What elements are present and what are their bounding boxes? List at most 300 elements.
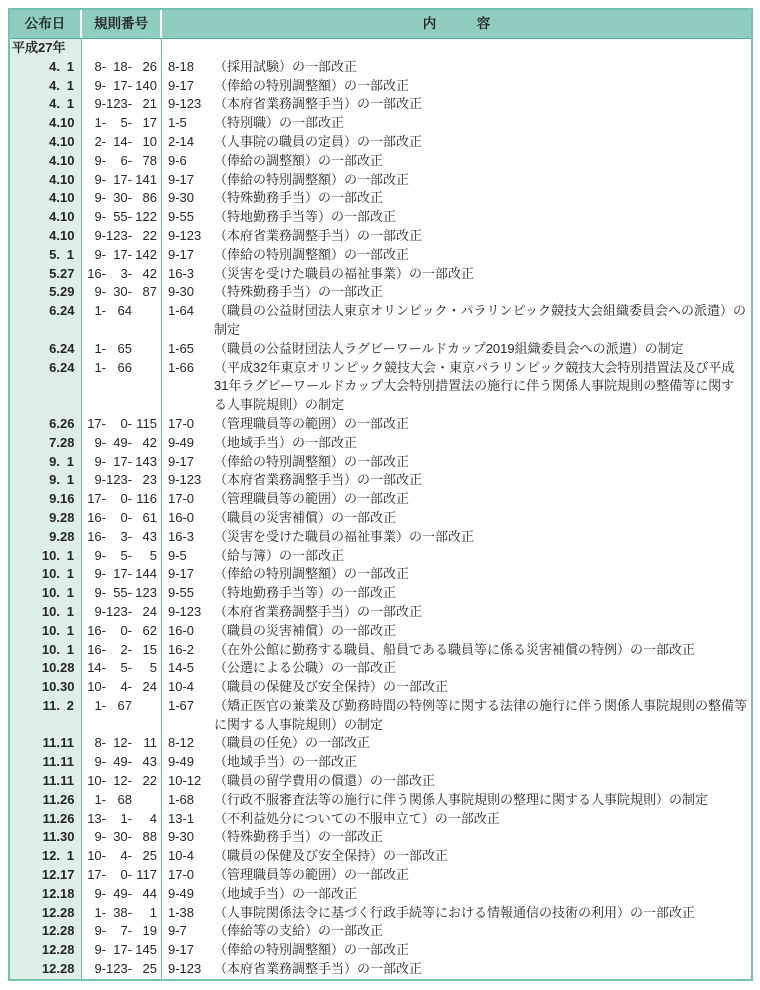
date-day: 30 [60,829,75,845]
table-row [10,133,751,152]
rule-number-segment: 38- [113,904,132,920]
content-cell [162,95,751,114]
table-row [10,565,751,584]
table-row [10,772,751,791]
rule-number-cell [82,697,162,735]
date-month: 4. [49,227,60,243]
rule-number-segment: 4- [120,848,132,864]
date-month: 11. [42,829,60,845]
table-row [10,828,751,847]
rule-number-cell [82,847,162,866]
rule-number-segment: 10 [142,133,157,149]
date-month: 11. [42,735,60,751]
date-day: 1 [66,848,74,864]
rule-number-cell [82,453,162,472]
table-row [10,246,751,265]
date-month: 11. [42,697,60,713]
rule-id: 9-123 [168,472,202,488]
content-cell [162,189,751,208]
rule-description: （職員の災害補償）の一部改正 [214,509,397,525]
rule-number-cell [82,471,162,490]
rule-id: 8-18 [168,58,195,74]
date-day: 1 [66,566,74,582]
date-cell [10,265,82,284]
rule-id: 9-5 [168,547,187,563]
rule-description: （人事院関係法令に基づく行政手続等における情報通信の技術の利用）の一部改正 [214,904,696,920]
rule-number-segment: 141 [135,171,157,187]
table-row [10,678,751,697]
rule-number-cell [82,885,162,904]
date-month: 4. [49,133,60,149]
content-cell [162,490,751,509]
content-cell [162,904,751,923]
rule-number-cell [82,77,162,96]
rule-description: （職員の災害補償）の一部改正 [214,622,397,638]
rule-id: 2-14 [168,133,195,149]
date-cell [10,434,82,453]
rule-id: 10-4 [168,679,195,695]
rule-number-segment: 9- [94,923,106,939]
date-month: 10. [41,603,60,619]
rule-description: （管理職員等の範囲）の一部改正 [214,867,410,883]
rule-id: 9-17 [168,453,195,469]
table-row [10,810,751,829]
rule-number-cell [82,866,162,885]
rule-number-cell [82,171,162,190]
rule-number-segment: 43 [142,528,157,544]
content-cell [162,283,751,302]
date-day: 1 [66,547,74,563]
date-month: 12. [41,885,60,901]
rule-id: 1-66 [168,359,195,375]
rule-number-segment: 17- [113,942,132,958]
rule-number-segment: 16- [87,528,106,544]
rule-number-segment: 0- [120,867,132,883]
rule-description: （特殊勤務手当）の一部改正 [214,284,384,300]
date-month: 5. [49,246,60,262]
content-cell [162,866,751,885]
rule-number-segment: 24 [142,679,157,695]
date-day: 10 [60,227,75,243]
rule-description: （地域手当）の一部改正 [214,885,358,901]
content-cell [162,340,751,359]
date-cell [10,58,82,77]
date-month: 11. [42,754,60,770]
table-row [10,152,751,171]
rule-number-segment: 88 [142,829,157,845]
content-cell [162,753,751,772]
rule-id: 13-1 [168,810,195,826]
rule-id: 17-0 [168,415,195,431]
date-day: 28 [60,528,75,544]
date-cell [10,114,82,133]
rule-id: 17-0 [168,491,195,507]
content-cell [162,791,751,810]
date-cell [10,246,82,265]
rule-description: （俸給等の支給）の一部改正 [214,923,384,939]
content-cell [162,246,751,265]
rule-number-cell [82,828,162,847]
rule-number-segment: 9- [94,453,106,469]
date-day: 1 [66,585,74,601]
date-cell [10,208,82,227]
date-day: 11 [60,735,74,751]
rule-number-cell [82,584,162,603]
date-day: 24 [60,359,75,375]
rule-number-segment: 142 [135,246,157,262]
date-cell [10,152,82,171]
rule-number-segment: 55- [113,209,132,225]
table-row [10,227,751,246]
rule-number-segment: 78 [142,152,157,168]
date-day: 10 [60,133,75,149]
date-month: 9. [49,509,60,525]
table-row [10,189,751,208]
table-row [10,885,751,904]
rule-number-cell [82,227,162,246]
rule-number-segment: 15 [142,641,157,657]
date-cell [10,77,82,96]
rule-number-segment: 22 [142,773,157,789]
content-cell [162,565,751,584]
rule-number-segment: 30- [113,190,132,206]
rule-number-segment: 10- [87,848,106,864]
rule-number-cell [82,133,162,152]
table-header-row [10,10,751,39]
content-cell [162,622,751,641]
table-row [10,922,751,941]
content-cell [162,208,751,227]
rule-number-segment: 9- [94,190,106,206]
date-month: 12. [41,848,60,864]
table-row [10,866,751,885]
date-cell [10,359,82,415]
date-month: 9. [49,491,60,507]
date-cell [10,565,82,584]
rule-description: （災害を受けた職員の福祉事業）の一部改正 [214,528,475,544]
date-cell [10,885,82,904]
content-cell [162,810,751,829]
table-row [10,847,751,866]
rule-id: 9-6 [168,152,187,168]
rule-number-segment: 9- [94,566,106,582]
date-month: 12. [41,942,60,958]
rule-description: （俸給の調整額）の一部改正 [214,152,384,168]
rule-number-cell [82,904,162,923]
rule-number-segment: 23 [142,472,157,488]
table-row [10,340,751,359]
rule-number-cell [82,565,162,584]
date-day: 27 [60,265,75,281]
date-cell [10,415,82,434]
date-day: 24 [60,303,75,319]
rule-number-segment: 1- [94,904,106,920]
rule-number-cell [82,39,162,58]
rule-number-cell [82,359,162,415]
rule-description: （不利益処分についての不服申立て）の一部改正 [214,810,500,826]
rule-number-segment: 9- [94,547,106,563]
rule-number-cell [82,208,162,227]
content-cell [162,678,751,697]
rule-id: 8-12 [168,735,195,751]
content-cell [162,659,751,678]
rule-number-segment: 123- [106,96,133,112]
rule-number-segment: 9- [94,246,106,262]
rule-number-segment: 3- [120,265,132,281]
rule-number-segment: 10- [87,679,106,695]
rule-number-segment: 4 [149,810,157,826]
content-cell [162,697,751,735]
date-day: 28 [60,904,75,920]
rule-id: 9-123 [168,227,202,243]
date-month: 12. [41,867,60,883]
rule-id: 17-0 [168,867,195,883]
date-month: 4. [49,115,60,131]
content-cell [162,434,751,453]
content-cell [162,528,751,547]
date-month: 10. [41,585,60,601]
rule-number-cell [82,603,162,622]
rule-number-cell [82,509,162,528]
date-cell [10,753,82,772]
date-month: 10. [41,622,60,638]
rule-description: （特地勤務手当等）の一部改正 [214,209,397,225]
table-row [10,490,751,509]
content-cell [162,152,751,171]
date-month: 7. [49,434,60,450]
rule-number-segment: 9- [94,942,106,958]
rule-number-segment: 30- [113,284,132,300]
content-cell [162,772,751,791]
date-day: 16 [60,491,75,507]
date-day: 1 [66,77,74,93]
rule-number-segment: 117 [136,867,157,883]
rule-number-segment: 25 [142,961,157,977]
rule-number-segment: 17- [113,453,132,469]
date-cell [10,283,82,302]
content-cell [162,302,751,340]
rule-number-segment: 21 [142,96,157,112]
rule-number-segment: 17 [142,115,157,131]
rule-number-segment: 17- [87,415,106,431]
rule-number-cell [82,810,162,829]
rule-number-segment: 9- [94,472,106,488]
date-month: 4. [49,96,60,112]
rule-number-segment: 123- [106,961,133,977]
table-row [10,434,751,453]
content-cell [162,415,751,434]
date-month: 9. [49,453,60,469]
rule-id: 16-3 [168,528,195,544]
rule-description: （矯正医官の兼業及び勤務時間の特例等に関する法律の施行に伴う関係人事院規則の整備等に関する人事院規則）の制定 [214,697,748,732]
table-row [10,114,751,133]
rule-number-segment: 1- [94,791,106,807]
rule-description: （行政不服審査法等の施行に伴う関係人事院規則の整理に関する人事院規則）の制定 [214,791,709,807]
rule-number-segment: 0- [120,622,132,638]
rule-description: （特別職）の一部改正 [214,115,345,131]
header-rule-number: 規則番号 [82,10,162,38]
rule-number-segment: 17- [87,491,106,507]
table-row [10,547,751,566]
date-day: 26 [60,810,75,826]
content-cell [162,641,751,660]
rule-number-segment: 123- [106,472,133,488]
rule-id: 9-49 [168,754,195,770]
date-month: 4. [49,171,60,187]
date-month: 11. [42,773,60,789]
date-day: 11 [60,773,74,789]
rule-number-cell [82,152,162,171]
rule-description: （職員の任免）の一部改正 [214,735,371,751]
date-day: 29 [60,284,75,300]
rule-number-cell [82,960,162,979]
rule-id: 9-30 [168,190,195,206]
date-month: 12. [41,904,60,920]
rule-id: 9-30 [168,284,195,300]
rule-number-segment: 1- [94,303,106,319]
rule-description: （俸給の特別調整額）の一部改正 [214,171,410,187]
rule-description: （特殊勤務手当）の一部改正 [214,829,384,845]
content-cell [162,734,751,753]
date-month: 11. [42,791,60,807]
table-row [10,753,751,772]
rule-number-segment: 9- [94,754,106,770]
rule-number-segment: 9- [94,961,106,977]
rule-number-segment: 0- [120,509,132,525]
date-day: 1 [66,603,74,619]
rule-number-segment: 0- [120,491,132,507]
rule-number-segment: 16- [87,641,106,657]
date-day: 28 [60,509,75,525]
content-cell [162,960,751,979]
rule-number-segment: 1- [120,810,132,826]
rule-id: 16-3 [168,265,195,281]
rule-number-segment: 12- [113,735,132,751]
rule-number-segment: 9- [94,227,106,243]
date-day: 30 [60,679,75,695]
rule-description: （地域手当）の一部改正 [214,434,358,450]
date-month: 10. [41,566,60,582]
rule-number-segment: 18- [113,58,132,74]
date-month: 6. [49,415,60,431]
rule-number-segment: 13- [87,810,106,826]
date-cell [10,641,82,660]
date-cell [10,847,82,866]
rule-id: 9-123 [168,96,202,112]
rule-number-cell [82,678,162,697]
table-row [10,960,751,979]
rule-description: （在外公館に勤務する職員、船員である職員等に係る災害補償の特例）の一部改正 [214,641,696,657]
rule-number-segment: 30- [113,829,132,845]
rule-number-segment: 12- [113,773,132,789]
date-month: 6. [49,359,60,375]
date-cell [10,678,82,697]
rule-number-segment: 14- [113,133,132,149]
rule-number-segment: 43 [142,754,157,770]
rule-number-cell [82,922,162,941]
rule-number-segment: 144 [135,566,157,582]
rule-number-segment: 9- [94,171,106,187]
table-row [10,453,751,472]
content-cell [162,603,751,622]
date-cell [10,941,82,960]
date-cell [10,133,82,152]
table-row [10,95,751,114]
table-row [10,641,751,660]
rule-number-segment: 86 [142,190,157,206]
rule-number-cell [82,340,162,359]
rule-id: 1-5 [168,115,187,131]
rule-description: （職員の留学費用の償還）の一部改正 [214,773,436,789]
table-row [10,208,751,227]
table-row [10,659,751,678]
rule-number-segment: 1- [94,359,106,375]
rule-number-segment: 16- [87,509,106,525]
rule-number-segment: 3- [120,528,132,544]
date-cell [10,171,82,190]
rule-number-segment: 5 [149,547,157,563]
rule-number-segment: 1 [149,904,157,920]
date-cell [10,584,82,603]
date-day: 28 [60,961,75,977]
date-day: 2 [66,697,74,713]
date-cell [10,697,82,735]
date-month: 5. [49,265,60,281]
rule-number-segment: 7- [120,923,132,939]
rule-number-segment: 5- [120,115,132,131]
date-cell [10,490,82,509]
date-cell [10,772,82,791]
rule-number-cell [82,189,162,208]
rule-number-segment: 87 [142,284,157,300]
rule-description: （採用試験）の一部改正 [214,58,358,74]
date-day: 10 [60,152,75,168]
rule-number-segment: 2- [94,133,106,149]
rule-number-segment: 9- [94,434,106,450]
rule-number-cell [82,659,162,678]
content-cell [162,39,751,58]
date-day: 28 [60,434,75,450]
rule-description: （給与簿）の一部改正 [214,547,345,563]
content-cell [162,77,751,96]
date-cell [10,960,82,979]
date-month: 6. [49,303,60,319]
content-cell [162,885,751,904]
rule-id: 1-67 [168,697,195,713]
rule-description: （俸給の特別調整額）の一部改正 [214,246,410,262]
rule-description: （職員の保健及び安全保持）の一部改正 [214,848,449,864]
rule-number-segment: 16- [87,622,106,638]
date-day: 17 [60,867,75,883]
rule-number-cell [82,791,162,810]
rule-number-segment: 122 [135,209,157,225]
rules-revision-table [8,8,753,981]
rule-id: 9-17 [168,171,195,187]
rule-id: 1-65 [168,340,195,356]
content-cell [162,171,751,190]
table-row [10,584,751,603]
rule-number-segment: 143 [135,453,157,469]
rule-id: 10-4 [168,848,195,864]
rule-number-cell [82,114,162,133]
rule-description: （管理職員等の範囲）の一部改正 [214,491,410,507]
rule-number-cell [82,734,162,753]
rule-number-segment: 10- [87,773,106,789]
rule-number-cell [82,58,162,77]
rule-number-segment: 16- [87,265,106,281]
rule-description: （地域手当）の一部改正 [214,754,358,770]
rule-number-segment: 9- [94,96,106,112]
